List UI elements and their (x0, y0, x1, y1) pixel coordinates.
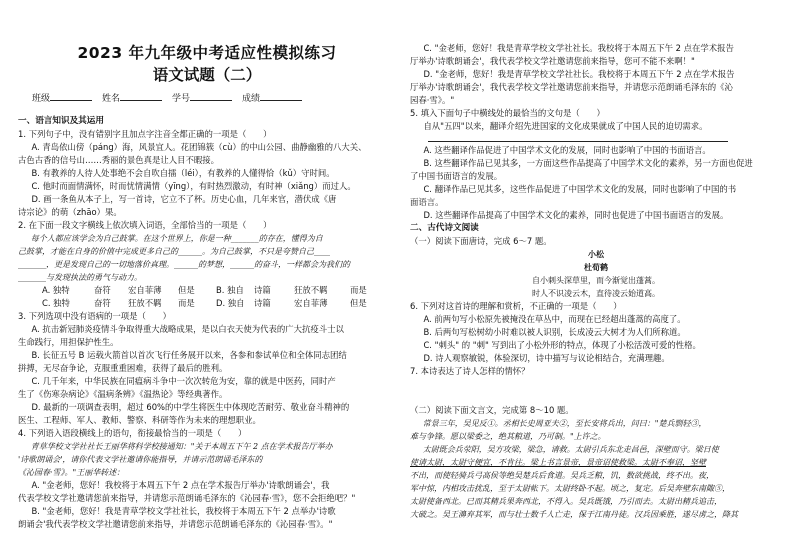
section-heading: 二、古代诗文阅读 (410, 223, 479, 233)
q2-opt: 奋符 (94, 298, 111, 308)
class-blank[interactable] (50, 91, 92, 101)
class-field[interactable] (32, 91, 92, 106)
q2-opt: D. 独自 (216, 298, 245, 308)
q4-option-b: B. "金老师，您好！我是青草学校文学社社长，我校将于本周五下午 2 点举办'诗歌 (31, 506, 336, 516)
question-7: 7. 本诗表达了诗人怎样的情怀？ (410, 366, 530, 376)
score-field[interactable] (242, 91, 302, 106)
q2-options-ab (18, 284, 396, 297)
q2-opt: 诗篇 (254, 298, 271, 308)
question-4: 4. 下列语入语段横线上的语句，衔接最恰当的一项是（ ） (18, 428, 247, 438)
q4-option-a: A. "金老师，您好！我校将于本周五下午 2 点在学术报告厅举办'诗歌朗诵会'，我 (31, 480, 330, 490)
exam-title: 2023 年九年级中考适应性模拟练习 (77, 44, 337, 62)
q2-options-cd (18, 297, 396, 310)
q4-option-d-cont: 厅举办'诗歌朗诵会'，我代表学校文学社邀请您前来指导，并请您示范朗诵毛泽东的《沁 (410, 82, 733, 92)
q6-option-b: B. 后两句写松树幼小时难以被人识别，长成凌云大树才为人们所称道。 (423, 327, 686, 337)
q2-opt: 诗篇 (254, 285, 271, 295)
poem-line: 时人不识凌云木，直待凌云始道高。 (532, 289, 660, 298)
q3-option-b: B. 长征五号 B 运载火箭首以首次飞行任务展开以来，各参和参试单位和全体同志团结 (31, 350, 347, 360)
q5-option-c-cont: 面语言。 (410, 197, 444, 207)
q4-option-d: D. "金老师，您好！我是青草学校文学社社长。我校将于本周五下午 2 点在学术报告 (423, 69, 735, 79)
q2-opt: 狂放不羁 (128, 298, 162, 308)
q2-opt: 但是 (350, 298, 367, 308)
q2-opt: A. 独特 (42, 285, 70, 295)
classical-text: 大破之。吴王濞弃其军，而与壮士数千人亡走，保于江南丹徒。汉兵因乘胜，遂尽虏之，降其 (410, 510, 738, 519)
q6-option-d: D. 诗人观察敏锐，体验深切，诗中描写与议论相结合，充满理趣。 (423, 353, 670, 363)
q2-passage: _______与发现执法的勇气与动力。 (18, 273, 142, 282)
question-3: 3. 下列选项中没有语病的一项是（ ） (18, 311, 172, 321)
score-blank[interactable] (260, 91, 302, 101)
q4-passage: 《沁园春·雪》。"王丽华转述： (18, 468, 125, 477)
student-info-row (32, 91, 382, 106)
q5-answer-blank[interactable] (428, 133, 728, 142)
q4-passage: '诗歌朗诵会'，请你代表文学社邀请你能指导，并请示范朗诵毛泽东的 (18, 455, 263, 464)
q2-opt: 而是 (350, 285, 367, 295)
number-label: 学号 (172, 94, 191, 104)
q1-option-d: D. 画一条鱼从本子上，写一首诗，它立不了杯。历史心血，几年来官，潜伏成《唐 (31, 194, 337, 204)
q3-option-a: A. 抗击新冠肺炎疫情斗争取得重大战略成果，是以白衣天使为代表的广大抗疫斗士以 (31, 324, 344, 334)
q5-option-d: D. 这些翻译作品提高了中国学术文化的素养，同时也促进了中国书面语言的发展。 (423, 210, 729, 220)
poem-line: 自小刺头深草里，而今渐觉出蓬蒿。 (532, 276, 660, 285)
q2-passage: 己鼓掌，才能在自身的价值中完成更多自己的______。为自己鼓掌，不只是夸赞自己____ (18, 247, 330, 256)
part-heading: （一）阅读下面唐诗，完成 6～7 题。 (410, 236, 552, 246)
q1-option-a: A. 青岛依山傍（páng）海，风景宜人。花团锦簇（cù）的中山公园、曲静幽雅的八大关、 (31, 142, 367, 152)
q1-option-c: C. 他时而面情满怀，时而忧情满情（yīng），有时热烈激动，有时神（xiǎng）而过人。 (31, 181, 356, 191)
q2-passage: _______，更是发现自己的一切地落价真理。______的梦想，______的奋斗，一样都会为我们的 (18, 260, 350, 269)
classical-text: 军中惊，内相攻击扰乱，至于太尉帐下。太尉终卧不起。顷之，复定。后吴奔壁东南陬⑤， (410, 484, 730, 493)
q4-option-a-cont: 代表学校文学社邀请您前来指导，并请您示范朗诵毛泽东的《沁园春·雪》，您不会拒绝吧？" (18, 493, 356, 503)
q3-option-d: D. 最新的一项调查表明，超过 60%的中学生将医生中体现吃苦耐劳、敬业奋斗精神的 (31, 402, 350, 412)
q3-option-b-cont: 拼搏，无尽奋争论，克服重重困难，获得了最后的胜利。 (18, 363, 228, 373)
q2-opt: 奋符 (94, 285, 111, 295)
name-label: 姓名 (102, 94, 121, 104)
q5-passage: 自从"五四"以来，翻译介绍先进国家的文化成果就成了中国人民的迫切需求。 (423, 121, 708, 131)
q1-option-b: B. 有教养的人待人处事绝不会自吹自擂（léi），有教养的人懂得恰（kǔ）守时间。 (31, 168, 335, 178)
q4-passage: 青草华校文学社社长王丽华将科学校接通知："关于本周五下午 2 点在学术报告厅举办 (30, 442, 333, 451)
q2-opt: 宏自菲薄 (128, 285, 162, 295)
name-field[interactable] (102, 91, 162, 106)
q6-option-c: C. "刺头" 的 "刺" 写到出了小松外形的特点，体现了小松活泼可爱的性格。 (423, 340, 701, 350)
q2-opt: B. 独自 (216, 285, 244, 295)
q3-option-c: C. 几千年来，中华民族在同瘟病斗争中一次次转危为安，靠的就是中医药，同时产 (31, 376, 336, 386)
q5-option-b: B. 这些翻译作品已见其多，一方面这些作品提高了中国学术文化的素养，另一方面也促进 (423, 158, 753, 168)
question-2: 2. 在下面一段文字横线上依次填入词语，全部恰当的一项是（ ） (18, 220, 272, 230)
q5-option-c: C. 翻译作品已见其多，这些作品促进了中国学术文化的发展，同时也影响了中国的书 (423, 184, 737, 194)
q4-option-c-cont: 厅举办'诗歌朗诵会'，我代表学校文学社邀请您前来指导，您可不能不来啊！" (410, 56, 695, 66)
classical-text: 不出，而使轻骑兵弓高侯等绝吴楚兵后食道。吴兵乏粮，饥，数欲挑战，终不出。夜， (410, 471, 714, 480)
q7-answer-space[interactable] (410, 378, 782, 404)
class-label: 班级 (32, 94, 51, 104)
right-content (410, 42, 782, 521)
name-blank[interactable] (120, 91, 162, 101)
classical-text: 难与争锋。愿以梁委之，绝其粮道，乃可制。"上许之。 (410, 432, 606, 441)
section-heading: 一、语言知识及其运用 (18, 116, 104, 126)
q3-option-a-cont: 生命践行，用担保护性生。 (18, 337, 119, 347)
q5-option-a: A. 这些翻译作品促进了中国学术文化的发展，同时也影响了中国的书面语言。 (423, 145, 711, 155)
question-6: 6. 下列对这首诗的理解和赏析，不正确的一项是（ ） (410, 301, 622, 311)
exam-subtitle: 语文试题（二） (152, 66, 262, 84)
q2-opt: 宏自菲薄 (294, 298, 328, 308)
section-one (18, 115, 396, 531)
classical-text: 常景三年，吴见反①。丞相长史周亚夫②，至长安将兵出，问曰："楚兵剽轻③， (422, 419, 707, 428)
number-blank[interactable] (190, 91, 232, 101)
classical-text: 使请太尉，太尉守便宜，不肯往。梁上书言景帝，景帝诏使救梁。太尉不奉诏，坚壁 (410, 458, 706, 467)
q4-option-c: C. "金老师，您好！我是青草学校文学社社长。我校将于本周五下午 2 点在学术报告 (423, 43, 734, 53)
q1-option-d-cont: 诗宗论》的萌（zhāo）果。 (18, 207, 122, 217)
question-1: 1. 下列句子中，没有错别字且加点字注音全都正确的一项是（ ） (18, 129, 272, 139)
q3-option-c-cont: 生了《伤寒杂病论》《温病条辨》《温热论》等经典著作。 (18, 389, 228, 399)
q4-option-d-cont: 园春·雪》。" (410, 95, 455, 105)
question-5: 5. 填入下面句子中横线处的最恰当的文句是（ ） (410, 108, 605, 118)
poem-title: 小松 (588, 250, 604, 259)
q2-opt: 但是 (178, 285, 195, 295)
poem-author: 杜荀鹤 (584, 262, 608, 272)
part-heading: （二）阅读下面文言文，完成第 8～10 题。 (410, 405, 574, 415)
q6-option-a: A. 前两句写小松原先被掩没在草丛中，而现在已经超出蓬蒿的高度了。 (423, 314, 686, 324)
q1-option-a-cont: 古色古香的信号山……秀丽的景色真是让人目不暇接。 (18, 155, 219, 165)
score-label: 成绩 (242, 94, 261, 104)
q2-opt: 狂放不羁 (294, 285, 328, 295)
q2-passage: 每个人都应该学会为自己鼓掌。在这个世界上，你是一种_______的存在，懂得为自 (30, 234, 323, 243)
classical-text: 太尉使备西北。已而其精兵果奔西北，不得入。吴兵既饿，乃引而去。太尉出精兵追击， (410, 497, 722, 506)
number-field[interactable] (172, 91, 232, 106)
q2-opt: 而是 (178, 298, 195, 308)
q5-option-b-cont: 了中国书面语言的发展。 (410, 171, 503, 181)
q3-option-d-cont: 医生、工程师、军人、教师、警察、科研等作为未来的理想职业。 (18, 415, 261, 425)
q4-option-b-cont: 朗诵会'我代表学校文学社邀请您前来指导，并请您示范朗诵毛泽东的《沁园春·雪》。" (18, 519, 333, 529)
q2-opt: C. 独特 (42, 298, 70, 308)
classical-text: 太尉既会兵荥阳，吴方攻梁，梁急，请救。太尉引兵东北走昌邑，深壁而守。梁日使 (422, 445, 719, 454)
